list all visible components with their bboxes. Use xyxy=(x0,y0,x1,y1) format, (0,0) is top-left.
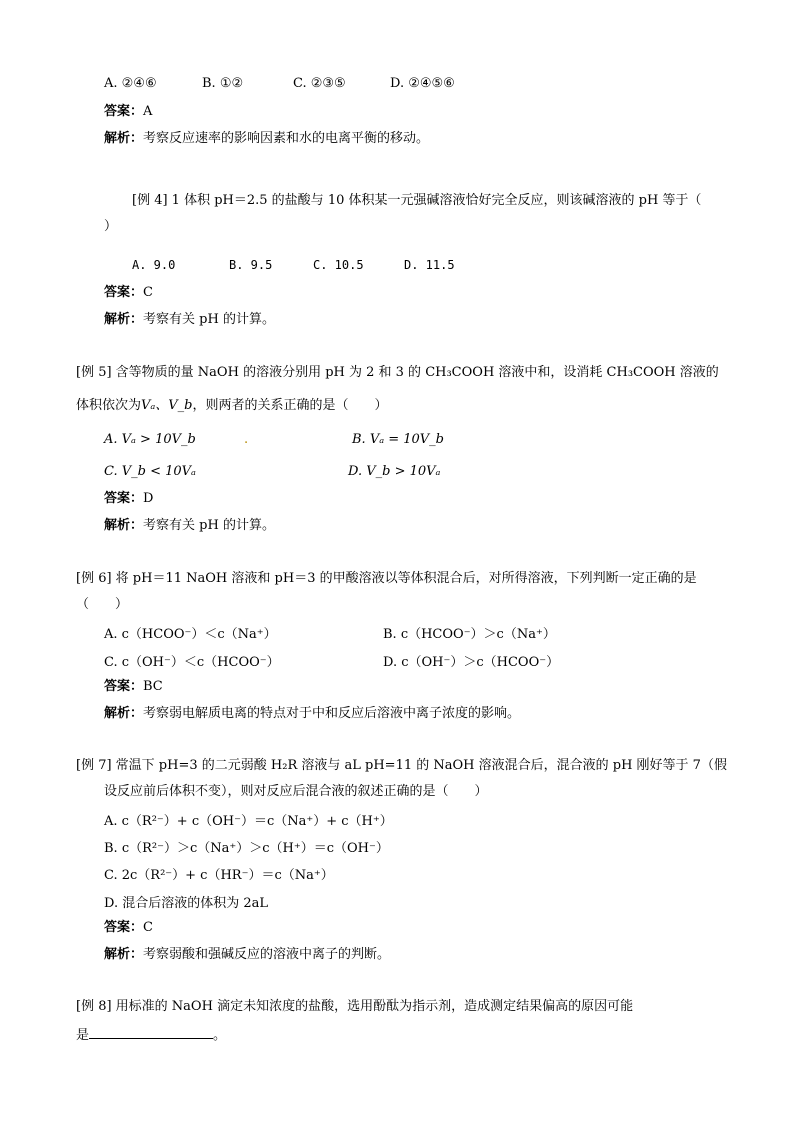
answer-value: A xyxy=(143,104,153,119)
q5-stem-line2 xyxy=(76,397,388,415)
answer-value: C xyxy=(143,920,153,935)
q5-analysis xyxy=(104,517,275,535)
analysis-label: 解析： xyxy=(104,947,144,962)
q7-option-a: A. c（R²⁻）+ c（OH⁻）＝c（Na⁺）+ c（H⁺） xyxy=(104,814,393,829)
q3-option-a: A. ②④⑥ xyxy=(104,76,157,91)
analysis-text: 考察弱电解质电离的特点对于中和反应后溶液中离子浓度的影响。 xyxy=(143,706,521,721)
q7-stem-line2: 设反应前后体积不变），则对反应后混合液的叙述正确的是（ ） xyxy=(104,784,488,799)
answer-label: 答案： xyxy=(104,920,144,935)
answer-label: 答案： xyxy=(104,285,144,300)
q5-stem-question: ，则两者的关系正确的是（ ） xyxy=(192,398,388,413)
answer-value: C xyxy=(143,285,153,300)
answer-label: 答案： xyxy=(104,679,144,694)
q5-option-a: A. Vₐ > 10V_b xyxy=(104,432,196,447)
answer-label: 答案： xyxy=(104,104,144,119)
q8-stem-line2 xyxy=(76,1026,226,1045)
q6-option-c: C. c（OH⁻）＜c（HCOO⁻） xyxy=(104,655,280,670)
q8-stem-line1: [例 8] 用标准的 NaOH 滴定未知浓度的盐酸，选用酚酞为指示剂，造成测定结果偏高的原因可能 xyxy=(76,999,634,1014)
answer-blank[interactable] xyxy=(89,1026,213,1039)
q7-option-c: C. 2c（R²⁻）+ c（HR⁻）＝c（Na⁺） xyxy=(104,868,334,883)
q5-option-c: C. V_b < 10Vₐ xyxy=(104,464,196,479)
analysis-label: 解析： xyxy=(104,312,144,327)
answer-label: 答案： xyxy=(104,491,144,506)
q7-answer xyxy=(104,919,153,937)
analysis-label: 解析： xyxy=(104,706,144,721)
q4-option-c: C. 10.5 xyxy=(313,258,364,272)
q4-answer xyxy=(104,284,153,302)
q8-stem-text: 是 xyxy=(76,1028,90,1043)
q4-stem-line1: [例 4] 1 体积 pH＝2.5 的盐酸与 10 体积某一元强碱溶液恰好完全反应，则该碱溶液的 pH 等于（ xyxy=(132,193,702,208)
q5-stem-line1: [例 5] 含等物质的量 NaOH 的溶液分别用 pH 为 2 和 3 的 CH₃COOH 溶液中和，设消耗 CH₃COOH 溶液的 xyxy=(76,365,719,380)
q5-stem-text: 体积依次为 xyxy=(76,398,142,413)
analysis-text: 考察有关 pH 的计算。 xyxy=(143,312,275,327)
q7-option-d: D. 混合后溶液的体积为 2aL xyxy=(104,896,269,911)
decorative-dot: . xyxy=(244,432,249,447)
q3-option-d: D. ②④⑤⑥ xyxy=(390,76,455,91)
q6-answer xyxy=(104,678,163,696)
q4-analysis xyxy=(104,311,275,329)
q3-analysis xyxy=(104,130,429,148)
analysis-text: 考察反应速率的影响因素和水的电离平衡的移动。 xyxy=(143,131,430,146)
q6-stem-line1: [例 6] 将 pH＝11 NaOH 溶液和 pH＝3 的甲酸溶液以等体积混合后，对所得溶液，下列判断一定正确的是 xyxy=(76,571,697,586)
analysis-label: 解析： xyxy=(104,131,144,146)
q6-option-b: B. c（HCOO⁻）＞c（Na⁺） xyxy=(383,627,556,642)
q5-volumes: Vₐ、V_b xyxy=(141,398,193,413)
q4-option-b: B. 9.5 xyxy=(229,258,273,272)
q5-answer xyxy=(104,490,153,508)
q4-option-a: A. 9.0 xyxy=(132,258,176,272)
analysis-text: 考察弱酸和强碱反应的溶液中离子的判断。 xyxy=(143,947,391,962)
q5-option-d: D. V_b > 10Vₐ xyxy=(348,464,441,479)
q4-option-d: D. 11.5 xyxy=(404,258,455,272)
analysis-label: 解析： xyxy=(104,518,144,533)
q4-stem-line2: ） xyxy=(104,219,118,234)
q6-option-d: D. c（OH⁻）＞c（HCOO⁻） xyxy=(383,655,560,670)
q5-option-b: B. Vₐ = 10V_b xyxy=(352,432,444,447)
answer-value: D xyxy=(143,491,154,506)
q6-stem-line2: （ ） xyxy=(76,597,129,612)
q3-option-b: B. ①② xyxy=(202,76,244,91)
answer-value: BC xyxy=(143,679,163,694)
analysis-text: 考察有关 pH 的计算。 xyxy=(143,518,275,533)
q6-analysis xyxy=(104,705,520,723)
q7-analysis xyxy=(104,946,390,964)
q3-answer xyxy=(104,103,152,121)
q6-option-a: A. c（HCOO⁻）＜c（Na⁺） xyxy=(104,627,277,642)
q8-stem-end: 。 xyxy=(213,1028,227,1043)
q3-option-c: C. ②③⑤ xyxy=(293,76,346,91)
q7-stem-line1: [例 7] 常温下 pH=3 的二元弱酸 H₂R 溶液与 aL pH=11 的 NaOH 溶液混合后，混合液的 pH 刚好等于 7（假 xyxy=(76,758,727,773)
q7-option-b: B. c（R²⁻）＞c（Na⁺）＞c（H⁺）＝c（OH⁻） xyxy=(104,841,389,856)
